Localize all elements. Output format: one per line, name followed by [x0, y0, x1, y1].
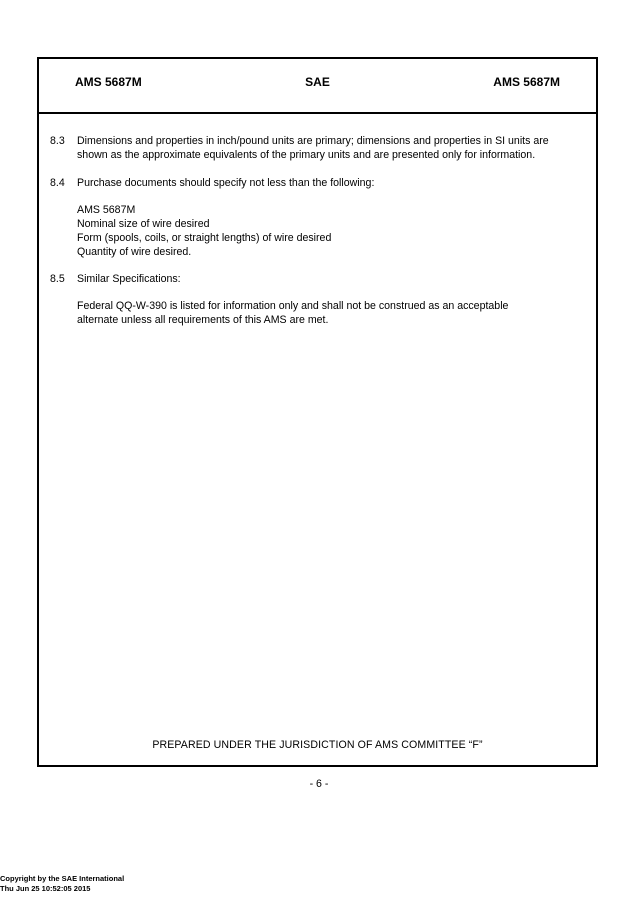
section-number: 8.3: [50, 135, 65, 147]
document-header: [39, 59, 596, 114]
paragraph-line: alternate unless all requirements of this AMS are met.: [77, 314, 329, 326]
header-spec-left: AMS 5687M: [75, 75, 142, 89]
section-number: 8.5: [50, 273, 65, 285]
section-text-line: shown as the approximate equivalents of the primary units and are presented only for information.: [77, 149, 536, 161]
list-item: AMS 5687M: [77, 204, 136, 216]
page-number: - 6 -: [309, 778, 329, 790]
section-text-line: Similar Specifications:: [77, 273, 181, 285]
page-frame: [37, 57, 598, 767]
copyright-notice: [0, 874, 124, 894]
paragraph-line: Federal QQ-W-390 is listed for information only and shall not be construed as an acceptable: [77, 300, 509, 312]
copyright-line: Copyright by the SAE International: [0, 874, 125, 883]
jurisdiction-note: PREPARED UNDER THE JURISDICTION OF AMS COMMITTEE “F”: [152, 739, 483, 751]
section-text-line: Dimensions and properties in inch/pound units are primary; dimensions and properties in SI units are: [77, 135, 549, 147]
section-number: 8.4: [50, 177, 65, 189]
header-org: SAE: [305, 75, 330, 89]
copyright-timestamp: Thu Jun 25 10:52:05 2015: [0, 884, 91, 893]
header-spec-right: AMS 5687M: [493, 75, 560, 89]
section-text-line: Purchase documents should specify not less than the following:: [77, 177, 375, 189]
list-item: Form (spools, coils, or straight lengths) of wire desired: [77, 232, 332, 244]
list-item: Nominal size of wire desired: [77, 218, 210, 230]
list-item: Quantity of wire desired.: [77, 246, 192, 258]
